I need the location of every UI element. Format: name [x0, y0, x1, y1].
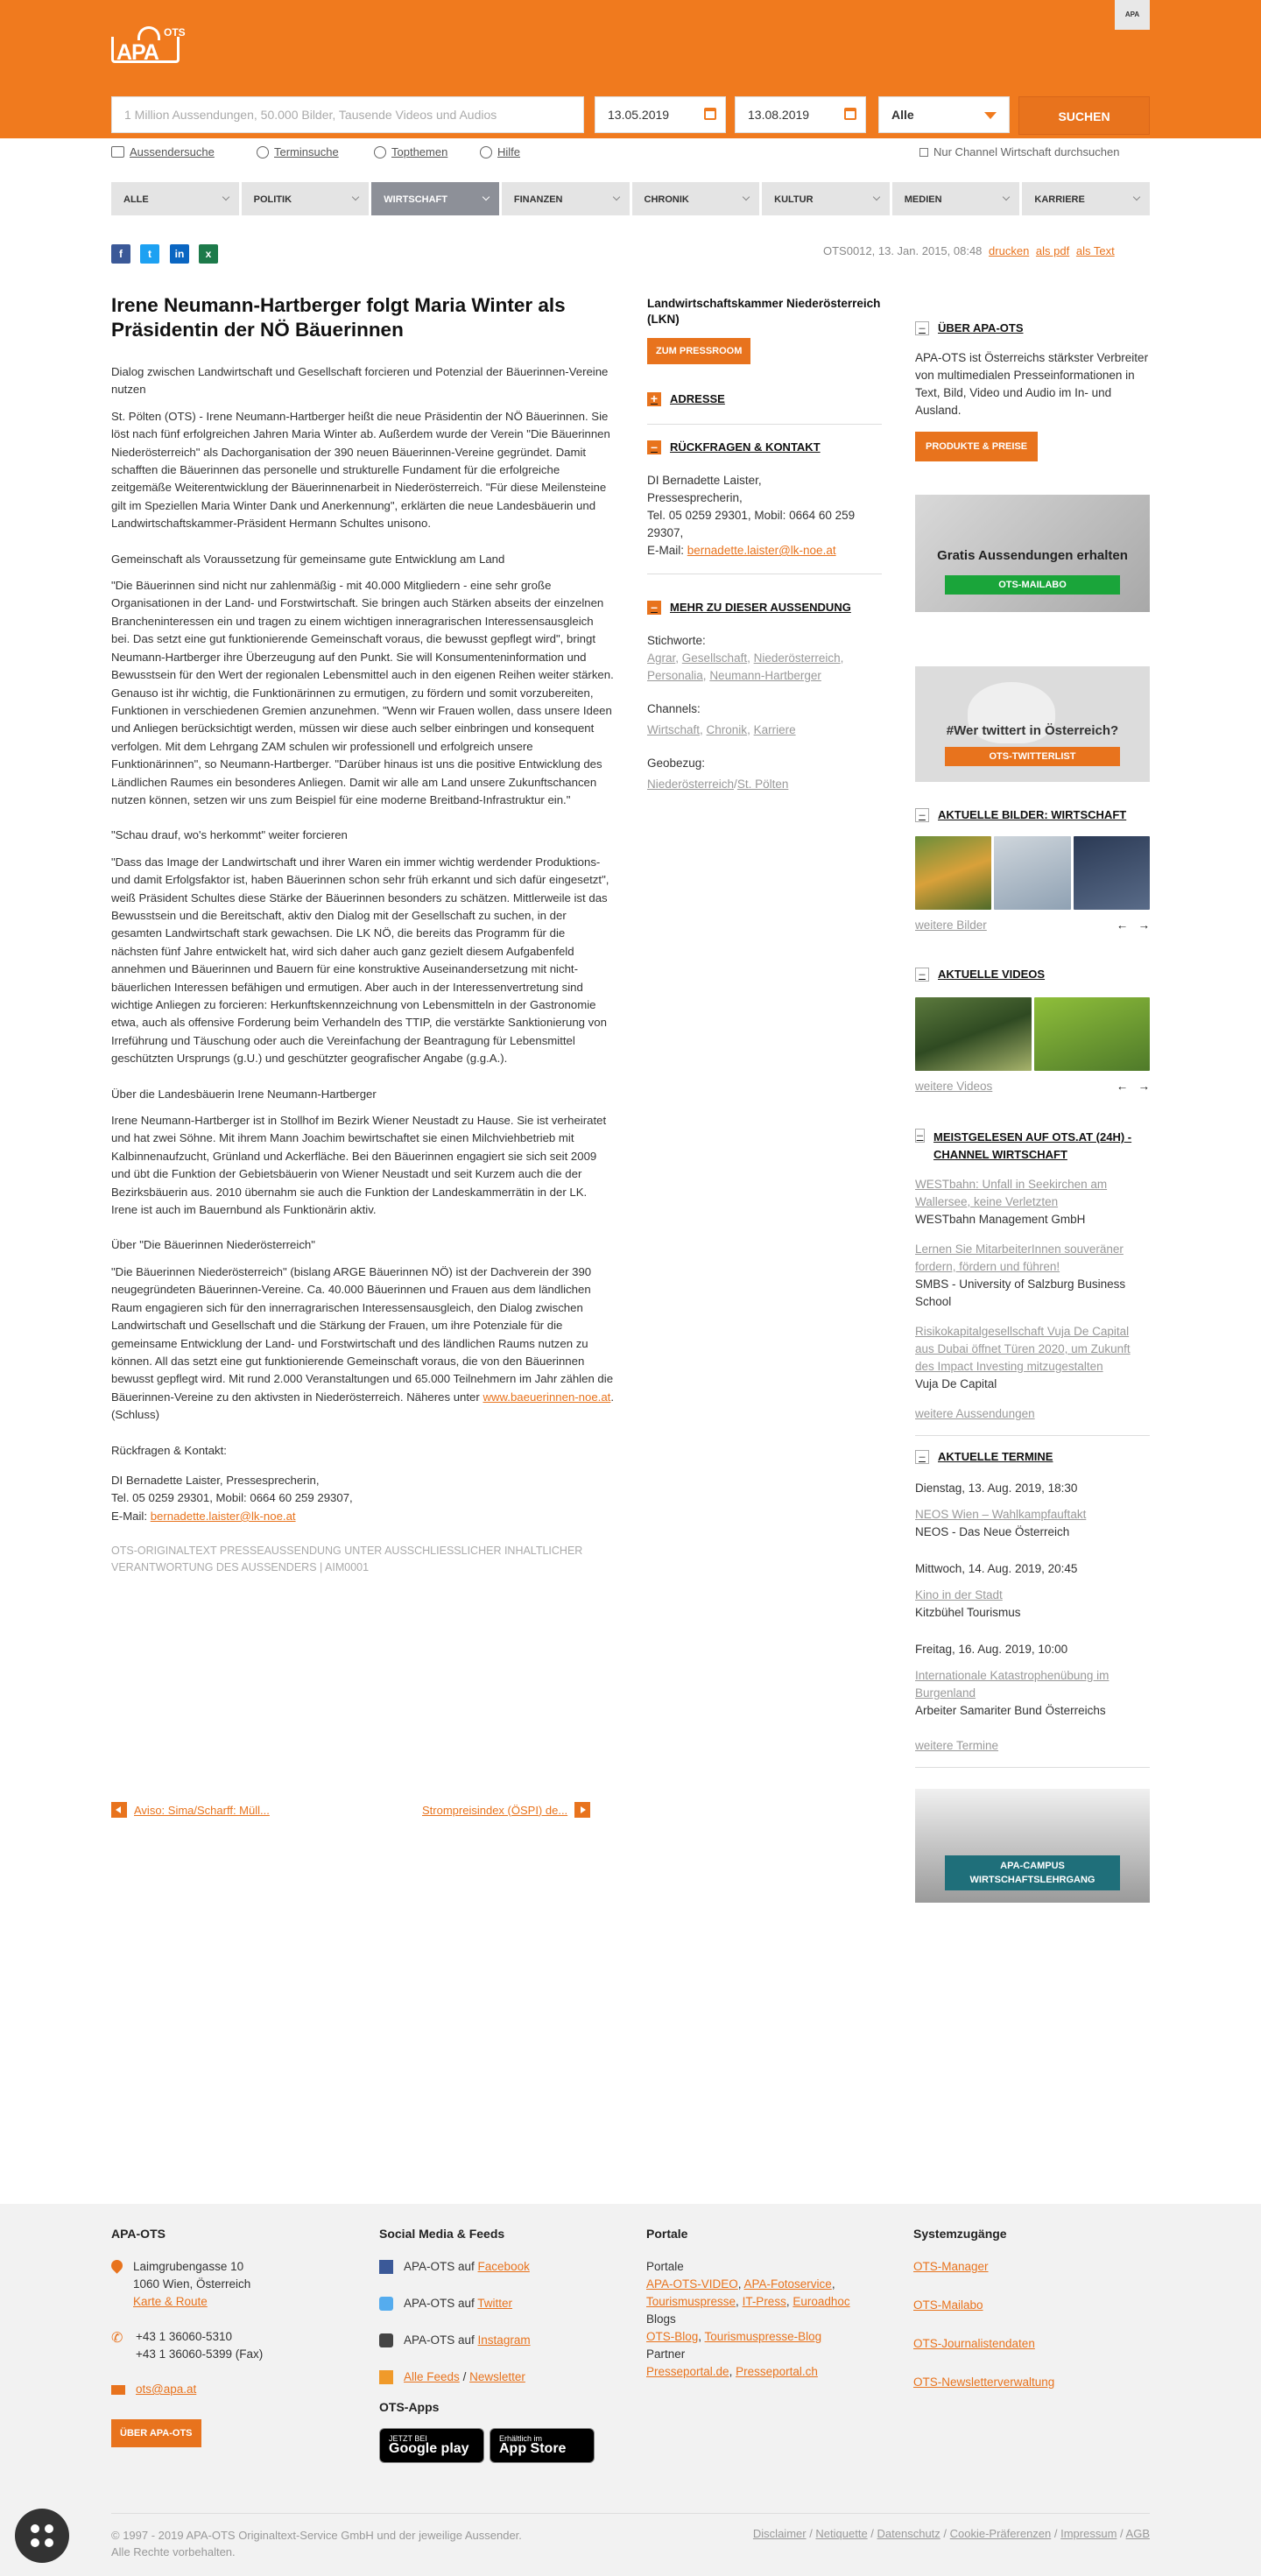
thumbnail[interactable] [1074, 836, 1150, 910]
compass-icon [374, 146, 386, 158]
sublink-terminsuche[interactable]: Terminsuche [257, 145, 339, 158]
chevron-down-icon [984, 112, 997, 119]
apa-ots-logo[interactable]: APA OTS [111, 26, 181, 65]
facebook-share-icon[interactable]: f [111, 244, 130, 264]
more-toggle[interactable]: – MEHR ZU DIESER AUSSENDUNG [647, 599, 882, 616]
channel-link[interactable]: Karriere [753, 723, 796, 736]
tab-chronik[interactable]: CHRONIK [632, 182, 760, 215]
tag-link[interactable]: Neumann-Hartberger [709, 669, 821, 682]
facebook-link[interactable]: Facebook [477, 2260, 530, 2273]
chevron-down-icon [612, 194, 619, 201]
twitterlist-button[interactable]: OTS-TWITTERLIST [945, 747, 1120, 766]
linkedin-share-icon[interactable]: in [170, 244, 189, 264]
campus-button[interactable]: APA-CAMPUS WIRTSCHAFTSLEHRGANG [945, 1855, 1120, 1890]
blog-link[interactable]: Tourismuspresse-Blog [704, 2330, 822, 2343]
minus-icon: – [916, 1128, 924, 1142]
article-subheading: "Schau drauf, wo's herkommt" weiter forcieren [111, 828, 348, 842]
instagram-link[interactable]: Instagram [477, 2333, 531, 2347]
right-sidebar [915, 320, 1150, 1903]
list-item: Lernen Sie MitarbeiterInnen souveräner fordern, fördern und führen! SMBS - University of Salzburg Business School [915, 1242, 1126, 1308]
article-subheading: Gemeinschaft als Voraussetzung für gemeinsame gute Entwicklung am Land [111, 552, 505, 566]
about-text: APA-OTS ist Österreichs stärkster Verbreiter von multimedialen Presseinformationen in Text, Bild, Video und Audio im In- und Ausland. [915, 351, 1149, 417]
minus-icon: – [647, 601, 661, 615]
twitter-icon [379, 2297, 393, 2311]
print-link[interactable]: drucken [989, 244, 1030, 257]
tab-finanzen[interactable]: FINANZEN [502, 182, 630, 215]
thumbnail[interactable] [994, 836, 1070, 910]
events-toggle[interactable]: – AKTUELLE TERMINE [915, 1448, 1150, 1466]
legal-links: Disclaimer / Netiquette / Datenschutz / Cookie-Präferenzen / Impressum / AGB [752, 2527, 1150, 2540]
legal-link[interactable]: Impressum [1060, 2527, 1117, 2540]
more-images-link[interactable]: weitere Bilder [915, 918, 987, 932]
carousel-arrows-icon[interactable]: ← → [1116, 918, 1150, 932]
newsletter-link[interactable]: Newsletter [469, 2370, 525, 2383]
twitter-link[interactable]: Twitter [477, 2297, 513, 2310]
top-bar [0, 0, 1261, 86]
footer-email-link[interactable]: ots@apa.at [136, 2382, 197, 2396]
plus-icon: + [647, 392, 661, 406]
system-link[interactable]: OTS-Journalistendaten [913, 2337, 1035, 2350]
contact-heading: Rückfragen & Kontakt: [111, 1443, 227, 1457]
category-select[interactable]: Alle [878, 96, 1010, 133]
feeds-link[interactable]: Alle Feeds [404, 2370, 460, 2383]
system-link[interactable]: OTS-Manager [913, 2260, 989, 2273]
calendar-icon[interactable] [844, 108, 856, 120]
location-pin-icon [109, 2257, 124, 2273]
mostread-link[interactable]: Lernen Sie MitarbeiterInnen souveräner fordern, fördern und führen! [915, 1242, 1124, 1273]
article-subheading: Über "Die Bäuerinnen Niederösterreich" [111, 1238, 315, 1252]
tab-politik[interactable]: POLITIK [242, 182, 370, 215]
tab-alle[interactable]: ALLE [111, 182, 239, 215]
arrow-left-icon [111, 1802, 127, 1818]
instagram-icon [379, 2333, 393, 2347]
geo-list: Niederösterreich/St. Pölten [647, 778, 789, 791]
list-item: Freitag, 16. Aug. 2019, 10:00 Internationale Katastrophenübung im Burgenland Arbeiter Samariter Bund Österreichs [915, 1643, 1110, 1717]
event-link[interactable]: NEOS Wien – Wahlkampfauftakt [915, 1508, 1087, 1521]
search-button[interactable]: SUCHEN [1018, 96, 1150, 135]
chevron-down-icon [743, 194, 750, 201]
footer-col-apa: APA-OTS Laimgrubengasse 10 1060 Wien, Österreich Karte & Route ✆ +43 1 36060-5310 +43 1 36060-5399 (Fax) ots@apa.at ÜBER APA-OTS [111, 2225, 339, 2447]
tag-link[interactable]: Personalia [647, 669, 703, 682]
footer [0, 2204, 1261, 2576]
disclaimer: OTS-ORIGINALTEXT PRESSEAUSSENDUNG UNTER AUSSCHLIESSLICHER INHALTLICHER VERANTWORTUNG DES AUSSENDERS | AIM0001 [111, 1545, 583, 1574]
contact-toggle[interactable]: – RÜCKFRAGEN & KONTAKT [647, 439, 882, 456]
tag-link[interactable]: Gesellschaft [681, 651, 748, 665]
mostread-link[interactable]: WESTbahn: Unfall in Seekirchen am Wallersee, keine Verletzten [915, 1178, 1108, 1208]
article-paragraph: "Die Bäuerinnen sind nicht nur zahlenmäßig - mit 40.000 Mitgliedern - eine sehr große Organisationen in der Land- und Forstwirtschaft. Sie bringen auch Stärken abseits der einzelnen Brancheninteressen ein und tragen zu einem wichtigen inneragrarischen Interessensausgleich bei. Das setzt eine gut funktionierende Gemeinschaft voraus, die bewusst gepflegt wird", bringt Neumann-Hartberger ihre Überzeugung auf den Punkt. Sie will Konsumenteninformation und Bewusstsein für den Wert der regionalen Lebensmittel auch in den eigenen Reihen weiter stärken. Genauso ist ihr wichtig, die Funktionärinnen zu ermutigen, zu fördern und somit vorzubereiten, Funktionen in verschiedenen Gremien anzunehmen. "Wenn wir Frauen wollen, dass unsere Ideen und Anliegen berücksichtigt werden, müssen wir diese auch selber einbringen und konsequent verfolgen. Mit dem Lehrgang ZAM schulen wir professionell und erfolgreich unsere Funktionärinnen", so Neumann-Hartberger. "Darüber hinaus ist uns die positive Entwicklung des Ländlichen Raumes ein besonderes Anliegen. Damit wir alle am Land unsere Zukunftschancen nutzen können, setzen wir uns zum Beispiel für eine moderne Breitband-Infrastruktur ein." [111, 579, 614, 806]
chevron-down-icon [1133, 194, 1140, 201]
chevron-down-icon [483, 194, 490, 201]
pressroom-button[interactable]: ZUM PRESSROOM [647, 338, 750, 364]
mailabo-promo[interactable]: Gratis Aussendungen erhalten OTS-MAILABO [915, 495, 1150, 612]
event-link[interactable]: Internationale Katastrophenübung im Burgenland [915, 1669, 1110, 1700]
map-route-link[interactable]: Karte & Route [133, 2295, 208, 2308]
copyright: © 1997 - 2019 APA-OTS Originaltext-Service GmbH und der jeweilige Aussender. Alle Rechte vorbehalten. [111, 2529, 522, 2558]
facebook-icon [379, 2260, 393, 2274]
events-list [915, 1480, 1150, 1720]
prev-release-link[interactable]: Aviso: Sima/Scharff: Müll... [111, 1802, 270, 1818]
system-link[interactable]: OTS-Newsletterverwaltung [913, 2375, 1055, 2389]
footer-col-social: Social Media & Feeds APA-OTS auf Facebook APA-OTS auf Twitter APA-OTS auf Instagram Alle Feeds / Newsletter OTS-Apps JETZT BEI Google play Erhältlich im App Store [379, 2225, 624, 2463]
channel-list: Wirtschaft, Chronik, Karriere [647, 723, 796, 736]
contact-email-link[interactable]: bernadette.laister@lk-noe.at [150, 1509, 296, 1523]
phone-icon: ✆ [111, 2331, 123, 2346]
channel-link[interactable]: Wirtschaft [647, 723, 701, 736]
portal-link[interactable]: Tourismuspresse [646, 2295, 736, 2308]
article-paragraph: "Dass das Image der Landwirtschaft und ihrer Waren ein immer wichtig werdender Produktions- und damit Erfolgsfaktor ist, haben Bäuerinnen schon sehr früh erkannt und sich dafür eingesetzt", weiß Präsident Schultes diese Stärke der Bäuerinnen besonders zu schätzen. Mittlerweile ist das Bewusstsein und die Bereitschaft, aktiv den Dialog mit der Gesellschaft zu suchen, in der gesamten Landwirtschaft stark gewachsen. Die LK NÖ, die bereits das Programm für die nächsten fünf Jahre entwickelt hat, wird sich daher auch ganz gezielt diesem Aufgabenfeld annehmen und Bäuerinnen und Bauern für eine konstruktive Auseinandersetzung mit nicht-bäuerlichen Interessen befähigen und ermutigen. Aber auch in der Interessenvertretung sind wichtige Anliegen zu forcieren: Herkunftskennzeichnung von Lebensmitteln in der Gastronomie etwa, auch als offensive Forderung beim Verhandeln des TTIP, die verstärkte Sanktionierung von Irreführung und Täuschung oder auch die Vereinfachung der Beantragung für Lebensmittel geschützten Ursprungs (g.U.) und geschützter geografischer Angabe (g.g.A.). [111, 855, 609, 1066]
mailabo-button[interactable]: OTS-MAILABO [945, 575, 1120, 595]
event-link[interactable]: Kino in der Stadt [915, 1588, 1003, 1601]
video-thumbnails [915, 997, 1150, 1071]
minus-icon: – [915, 808, 929, 822]
article [111, 293, 615, 1594]
sublink-topthemen[interactable]: Topthemen [374, 145, 447, 158]
blog-link[interactable]: OTS-Blog [646, 2330, 699, 2343]
products-button[interactable]: PRODUKTE & PREISE [915, 432, 1038, 461]
keyword-list: Agrar, Gesellschaft, Niederösterreich, Personalia, Neumann-Hartberger [647, 651, 844, 682]
clock-icon [257, 146, 269, 158]
channel-nav [111, 182, 1150, 215]
list-item: WESTbahn: Unfall in Seekirchen am Wallersee, keine Verletzten WESTbahn Management GmbH [915, 1178, 1108, 1226]
legal-link[interactable]: Disclaimer [752, 2527, 807, 2540]
system-link[interactable]: OTS-Mailabo [913, 2298, 983, 2312]
legal-link[interactable]: Cookie-Präferenzen [949, 2527, 1052, 2540]
rss-icon [379, 2370, 393, 2384]
tag-link[interactable]: Agrar [647, 651, 676, 665]
article-lead: Dialog zwischen Landwirtschaft und Gesellschaft forcieren und Potenzial der Bäuerinnen-Vereine nutzen [111, 365, 609, 397]
more-releases-link[interactable]: weitere Aussendungen [915, 1407, 1035, 1420]
contact-email-link[interactable]: bernadette.laister@lk-noe.at [687, 544, 836, 557]
contact-info: DI Bernadette Laister, Pressesprecherin, Tel. 05 0259 29301, Mobil: 0664 60 259 29307, E-Mail: bernadette.laister@lk-noe.at [647, 474, 856, 557]
carousel-arrows-icon[interactable]: ← → [1116, 1080, 1150, 1093]
list-item: Risikokapitalgesellschaft Vuja De Capital aus Dubai öffnet Türen 2020, um Zukunft des Impact Investing mitzugestalten Vuja De Capital [915, 1325, 1131, 1390]
calendar-icon[interactable] [704, 108, 716, 120]
portal-link[interactable]: APA-Fotoservice [743, 2277, 832, 2291]
mail-icon [111, 2385, 125, 2395]
video-thumbnail[interactable] [915, 997, 1032, 1071]
article-title: Irene Neumann-Hartberger folgt Maria Winter als Präsidentin der NÖ Bäuerinnen [111, 294, 566, 341]
twitter-share-icon[interactable]: t [140, 244, 159, 264]
legal-link[interactable]: Netiquette [815, 2527, 868, 2540]
thumbnail[interactable] [915, 836, 991, 910]
about-apa-button[interactable]: ÜBER APA-OTS [111, 2419, 201, 2447]
xing-share-icon[interactable]: x [199, 244, 218, 264]
chevron-down-icon [222, 194, 229, 201]
tag-link[interactable]: Niederösterreich [753, 651, 841, 665]
portal-link[interactable]: Euroadhoc [793, 2295, 850, 2308]
next-release-link[interactable]: Strompreisindex (ÖSPI) de... [422, 1802, 590, 1818]
footer-col-system: Systemzugänge OTS-Manager OTS-Mailabo OTS-Journalistendaten OTS-Newsletterverwaltung [913, 2227, 1055, 2389]
portal-link[interactable]: IT-Press [742, 2295, 786, 2308]
date-from-field[interactable]: 13.05.2019 [595, 96, 726, 133]
video-thumbnail[interactable] [1034, 997, 1151, 1071]
portal-link[interactable]: APA-OTS-VIDEO [646, 2277, 738, 2291]
images-toggle[interactable]: – AKTUELLE BILDER: WIRTSCHAFT [915, 806, 1150, 824]
twitterlist-promo[interactable]: #Wer twittert in Österreich? OTS-TWITTERLIST [915, 666, 1150, 782]
image-thumbnails [915, 836, 1150, 910]
more-events-link[interactable]: weitere Termine [915, 1739, 999, 1752]
baeuerinnen-link[interactable]: www.baeuerinnen-noe.at [483, 1390, 611, 1404]
sublink-aussendersuche[interactable]: Aussendersuche [111, 145, 215, 158]
geo-link[interactable]: St. Pölten [736, 778, 789, 791]
minus-icon: – [915, 968, 929, 982]
app-store-badge[interactable]: Erhältlich im App Store [490, 2428, 595, 2463]
legal-link[interactable]: Datenschutz [877, 2527, 940, 2540]
tab-medien[interactable]: MEDIEN [892, 182, 1020, 215]
partner-link[interactable]: Presseportal.de [646, 2365, 729, 2378]
cookie-settings-button[interactable] [15, 2509, 69, 2563]
list-item: Dienstag, 13. Aug. 2019, 18:30 NEOS Wien – Wahlkampfauftakt NEOS - Das Neue Österreich [915, 1482, 1087, 1538]
apa-corner-logo[interactable]: APA [1115, 0, 1150, 30]
checkbox[interactable] [919, 148, 928, 157]
about-toggle[interactable]: – ÜBER APA-OTS [915, 320, 1150, 337]
google-play-badge[interactable]: JETZT BEI Google play [379, 2428, 484, 2463]
more-videos-link[interactable]: weitere Videos [915, 1080, 993, 1093]
arrow-right-icon [574, 1802, 590, 1818]
list-item: Mittwoch, 14. Aug. 2019, 20:45 Kino in der Stadt Kitzbühel Tourismus [915, 1562, 1078, 1619]
geo-link[interactable]: Niederösterreich [647, 778, 735, 791]
campus-promo[interactable] [915, 1789, 1150, 1903]
videos-toggle[interactable]: – AKTUELLE VIDEOS [915, 966, 1150, 983]
minus-icon: – [915, 1450, 929, 1464]
mostread-link[interactable]: Risikokapitalgesellschaft Vuja De Capital aus Dubai öffnet Türen 2020, um Zukunft des Impact Investing mitzugestalten [915, 1325, 1131, 1373]
chevron-down-icon [873, 194, 880, 201]
footer-col-portale: Portale Portale APA-OTS-VIDEO, APA-Fotoservice, Tourismuspresse, IT-Press, Euroadhoc Blogs OTS-Blog, Tourismuspresse-Blog Partner Presseportal.de, Presseportal.ch [646, 2227, 850, 2378]
tab-kultur[interactable]: KULTUR [762, 182, 890, 215]
article-subheading: Über die Landesbäuerin Irene Neumann-Hartberger [111, 1087, 377, 1101]
mostread-toggle[interactable]: – MEISTGELESEN AUF OTS.AT (24H) - CHANNEL WIRTSCHAFT [916, 1128, 1132, 1161]
article-paragraph: St. Pölten (OTS) - Irene Neumann-Hartberger heißt die neue Präsidentin der NÖ Bäuerinnen. Sie löst nach fünf erfolgreichen Jahren Maria Winter ab. Außerdem wurde der Verein "Die Bäuerinnen Niederösterreich" als Dachorganisation der 390 neuen Bäuerinnen-Vereine gegründet. Damit schafften die Bäuerinnen das personelle und strukturelle Fundament für die erfolgreiche zeitgemäße Weiterentwicklung der Bäuerinnenarbeit in Niederösterreich. "Für diese Meilensteine gilt im Speziellen Maria Winter Dank und Anerkennung", erklärten die neue Landesbäuerin und Landwirtschaftskammer-Präsident Hermann Schultes unisono. [111, 409, 610, 531]
sublink-hilfe[interactable]: Hilfe [480, 145, 520, 158]
date-to-field[interactable]: 13.08.2019 [735, 96, 866, 133]
partner-link[interactable]: Presseportal.ch [736, 2365, 818, 2378]
mostread-list [915, 1176, 1150, 1393]
article-paragraph: Irene Neumann-Hartberger ist in Stollhof im Bezirk Wiener Neustadt zu Hause. Sie ist verheiratet und hat zwei Söhne. Mit ihrem Mann Joachim bewirtschaftet sie einen Milchviehbetrieb mit Kalbinnenaufzucht, Grünland und Ackerfläche. Bei den Bäuerinnen engagiert sie sich seit 2009 und übt die Funktion der Gebietsbäuerin von Wiener Neustadt und seit Kurzem auch die der Bezirksbäuerin aus. 2010 übernahm sie auch die Funktion der Landeskammerrätin in der LK. Irene ist auch im Bauernbund als Funktionärin aktiv. [111, 1114, 607, 1217]
address-toggle[interactable]: + ADRESSE [647, 391, 882, 408]
legal-link[interactable]: AGB [1125, 2527, 1150, 2540]
contact-block: DI Bernadette Laister, Pressesprecherin, Tel. 05 0259 29301, Mobil: 0664 60 259 29307, E-Mail: bernadette.laister@lk-noe.at [111, 1473, 353, 1523]
minus-icon: – [647, 440, 661, 454]
article-paragraph: "Die Bäuerinnen Niederösterreich" (bislang ARGE Bäuerinnen NÖ) ist der Dachverein der 390 neugegründeten Bäuerinnen-Vereine. Ca. 40.000 Bäuerinnen und Frauen aus dem ländlichen Raum engagieren sich für den innerragrarischen Interessensausgleich, den Dialog zwischen Landwirtschaft und Gesellschaft und die Stärkung der Frauen, um ihre Potenziale für die gemeinsame Entwicklung der Land- und Forstwirtschaft und des ländlichen Raums nutzen zu können. All das setzt eine gut funktionierende Gemeinschaft voraus, die von den Bäuerinnen bewusst gepflegt wird. Mit rund 2.000 Veranstaltungen und 65.000 Teilnehmern im Jahr zählen die Bäuerinnen-Vereine zu den aktivsten in Niederösterreich. Näheres unter www.baeuerinnen-noe.at. (Schluss) [111, 1264, 615, 1422]
info-icon [480, 146, 492, 158]
channel-link[interactable]: Chronik [706, 723, 748, 736]
release-meta: OTS0012, 13. Jan. 2015, 08:48 drucken als pdf als Text [823, 244, 1115, 257]
search-input[interactable]: 1 Million Aussendungen, 50.000 Bilder, Tausende Videos und Audios [111, 96, 584, 133]
tab-karriere[interactable]: KARRIERE [1022, 182, 1150, 215]
text-link[interactable]: als Text [1075, 244, 1115, 257]
channel-filter-checkbox[interactable]: Nur Channel Wirtschaft durchsuchen [919, 145, 1119, 158]
sender-column: Landwirtschaftskammer Niederösterreich (LKN) ZUM PRESSROOM + ADRESSE – RÜCKFRAGEN & KONTAKT DI Bernadette Laister, Pressesprecherin, Tel. 05 0259 29301, Mobil: 0664 60 259 29307, E-Mail: bernadette.laister@lk-noe.at – MEHR ZU DIESER AUSSENDUNG Stichworte: Agrar, Gesellschaft, Niederösterreich, Personalia, Neumann-Hartberger Channels: Wirtschaft, Chronik, Karriere Geobezug: Niederösterreich/St. Pölten [647, 296, 882, 793]
minus-icon: – [915, 321, 929, 335]
tab-wirtschaft[interactable]: WIRTSCHAFT [371, 182, 499, 215]
chevron-down-icon [352, 194, 359, 201]
chevron-down-icon [1003, 194, 1010, 201]
pdf-link[interactable]: als pdf [1035, 244, 1070, 257]
building-icon [111, 146, 124, 158]
sender-name: Landwirtschaftskammer Niederösterreich (LKN) [647, 297, 881, 326]
